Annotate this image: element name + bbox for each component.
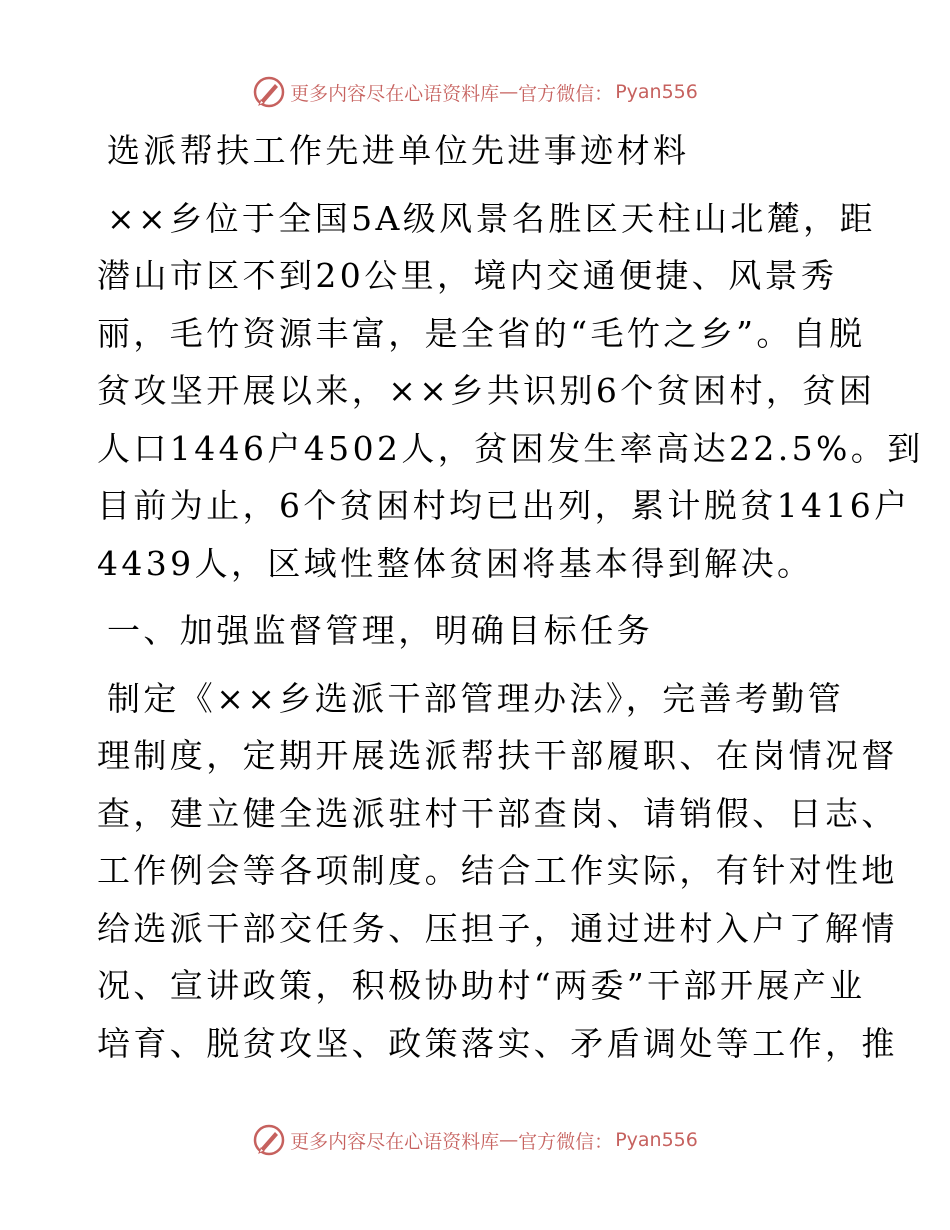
paragraph-line: 贫攻坚开展以来，××乡共识别6个贫困村，贫困 [97,371,876,410]
paragraph-line: ××乡位于全国5A级风景名胜区天柱山北麓，距 [107,198,876,238]
paragraph-line: 丽，毛竹资源丰富，是全省的“毛竹之乡”。自脱 [97,313,866,353]
paragraph-line: 目前为止，6个贫困村均已出列，累计脱贫1416户 [97,486,911,525]
paragraph-line: 潜山市区不到20公里，境内交通便捷、风景秀 [97,256,838,295]
watermark-wechat-label: 官方微信： [518,1130,614,1153]
pen-logo-icon [252,1123,286,1157]
paragraph-line: 工作例会等各项制度。结合工作实际，有针对性地 [97,851,898,890]
paragraph-line: 理制度，定期开展选派帮扶干部履职、在岗情况督 [97,736,898,775]
document-title: 选派帮扶工作先进单位先进事迹材料 [107,131,690,170]
header-watermark [0,72,950,112]
watermark-text: 更多内容尽在心语资料库 [290,82,500,105]
paragraph-1 [97,190,924,593]
watermark-wechat-id: Pyan556 [615,81,698,103]
paragraph-2 [97,670,898,1073]
pen-logo-icon [252,75,286,109]
paragraph-line: 4439人，区域性整体贫困将基本得到解决。 [97,543,814,583]
paragraph-line: 查，建立健全选派驻村干部查岗、请销假、日志、 [97,793,898,833]
watermark-wechat-id: Pyan556 [615,1129,698,1151]
paragraph-line: 给选派干部交任务、压担子，通过进村入户了解情 [97,908,898,948]
document-body [97,122,924,1072]
watermark-separator: — [499,1129,519,1151]
paragraph-line: 人口1446户4502人，贫困发生率高达22.5%。到 [97,428,924,468]
paragraph-line: 培育、脱贫攻坚、政策落实、矛盾调处等工作，推 [97,1023,898,1063]
paragraph-line: 况、宣讲政策，积极协助村“两委”干部开展产业 [97,966,866,1005]
section-heading: 一、加强监督管理，明确目标任务 [107,611,653,650]
footer-watermark [0,1120,950,1160]
watermark-wechat-label: 官方微信： [518,82,614,105]
watermark-text: 更多内容尽在心语资料库 [290,1130,500,1153]
paragraph-line: 制定《××乡选派干部管理办法》，完善考勤管 [107,678,845,718]
watermark-separator: — [499,81,519,103]
